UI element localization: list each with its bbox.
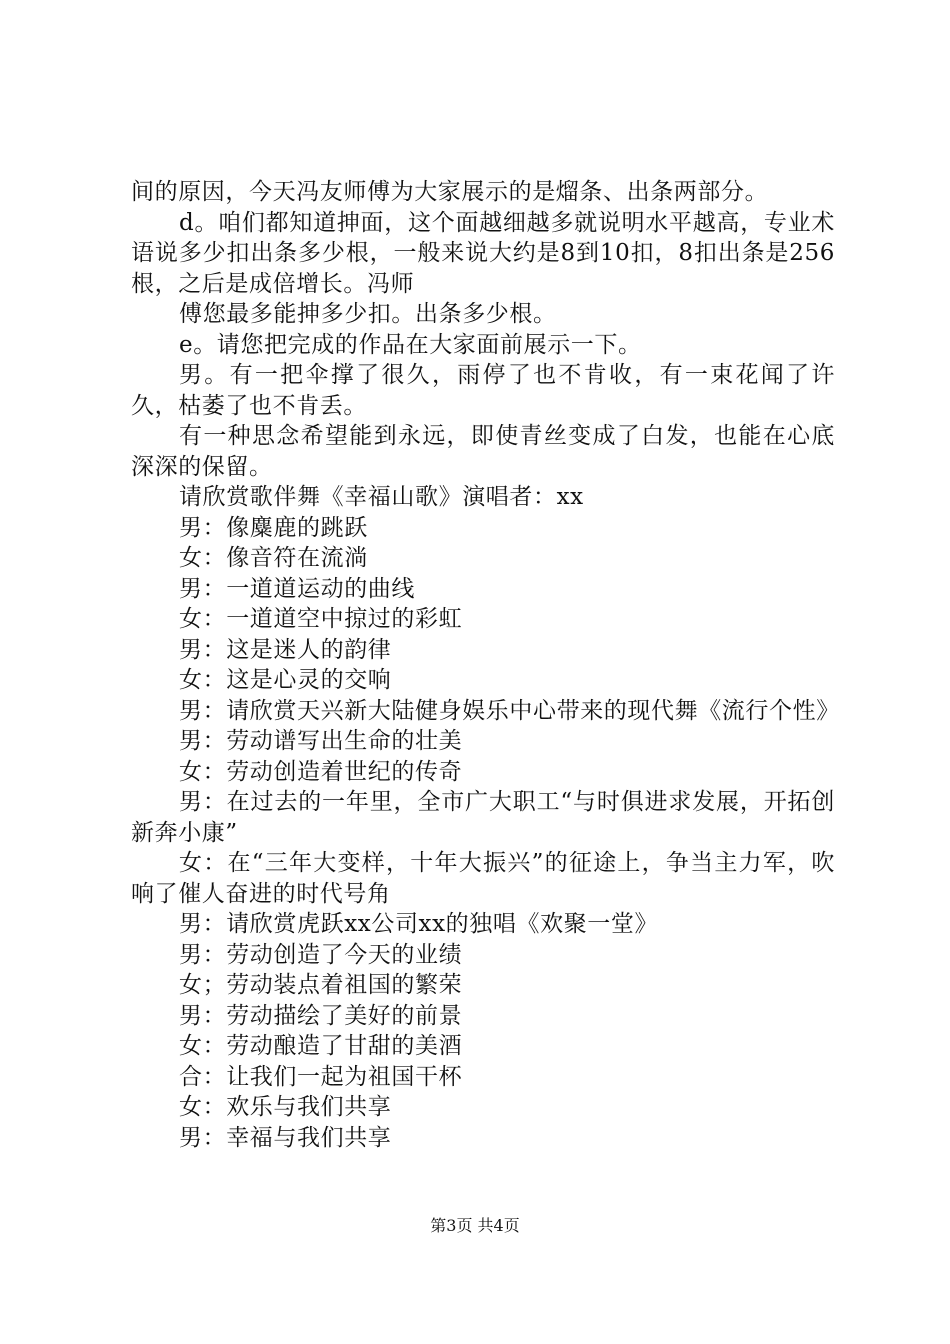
paragraph: 女：欢乐与我们共享 xyxy=(179,1094,392,1120)
paragraph: 男：请欣赏天兴新大陆健身娱乐中心带来的现代舞《流行个性》 xyxy=(179,697,840,724)
paragraph: 男：劳动描绘了美好的前景 xyxy=(179,1002,463,1029)
paragraph: 男：劳动谱写出生命的壮美 xyxy=(179,728,463,754)
paragraph: 请欣赏歌伴舞《幸福山歌》演唱者：xx xyxy=(179,484,584,510)
paragraph: 男。有一把伞撑了很久，雨停了也不肯收，有一束花闻了许久，枯萎了也不肯丢。 xyxy=(131,362,835,419)
paragraph: 女：一道道空中掠过的彩虹 xyxy=(179,606,463,632)
paragraph: 女：劳动酿造了甘甜的美酒 xyxy=(179,1033,463,1059)
paragraph: 傅您最多能抻多少扣。出条多少根。 xyxy=(179,301,557,327)
paragraph: 合：让我们一起为祖国干杯 xyxy=(179,1063,463,1090)
paragraph: 男：这是迷人的韵律 xyxy=(179,636,392,663)
paragraph: e。请您把完成的作品在大家面前展示一下。 xyxy=(179,331,642,358)
paragraph: 女：像音符在流淌 xyxy=(179,545,368,571)
paragraph: 女：劳动创造着世纪的传奇 xyxy=(179,758,463,785)
paragraph: 女：这是心灵的交响 xyxy=(179,667,392,693)
paragraph: 男：劳动创造了今天的业绩 xyxy=(179,941,463,968)
paragraph: 男：一道道运动的曲线 xyxy=(179,575,415,602)
page-footer: 第3页 共4页 xyxy=(430,1216,520,1235)
body-text xyxy=(131,177,840,1153)
paragraph: 男：请欣赏虎跃xx公司xx的独唱《欢聚一堂》 xyxy=(179,911,659,937)
paragraph: 女；劳动装点着祖国的繁荣 xyxy=(179,972,463,998)
paragraph: 男：幸福与我们共享 xyxy=(179,1124,392,1151)
paragraph: 有一种思念希望能到永远，即使青丝变成了白发，也能在心底深深的保留。 xyxy=(131,423,835,480)
paragraph: d。咱们都知道抻面，这个面越细越多就说明水平越高，专业术语说多少扣出条多少根，一般来说大约是8到10扣，8扣出条是256根，之后是成倍增长。冯师 xyxy=(131,209,835,297)
paragraph: 间的原因，今天冯友师傅为大家展示的是熘条、出条两部分。 xyxy=(131,179,769,205)
paragraph: 男：在过去的一年里，全市广大职工“与时俱进求发展，开拓创新奔小康” xyxy=(131,789,835,846)
paragraph: 男：像麋鹿的跳跃 xyxy=(179,514,368,541)
paragraph: 女：在“三年大变样，十年大振兴”的征途上，争当主力军，吹响了催人奋进的时代号角 xyxy=(131,850,835,907)
